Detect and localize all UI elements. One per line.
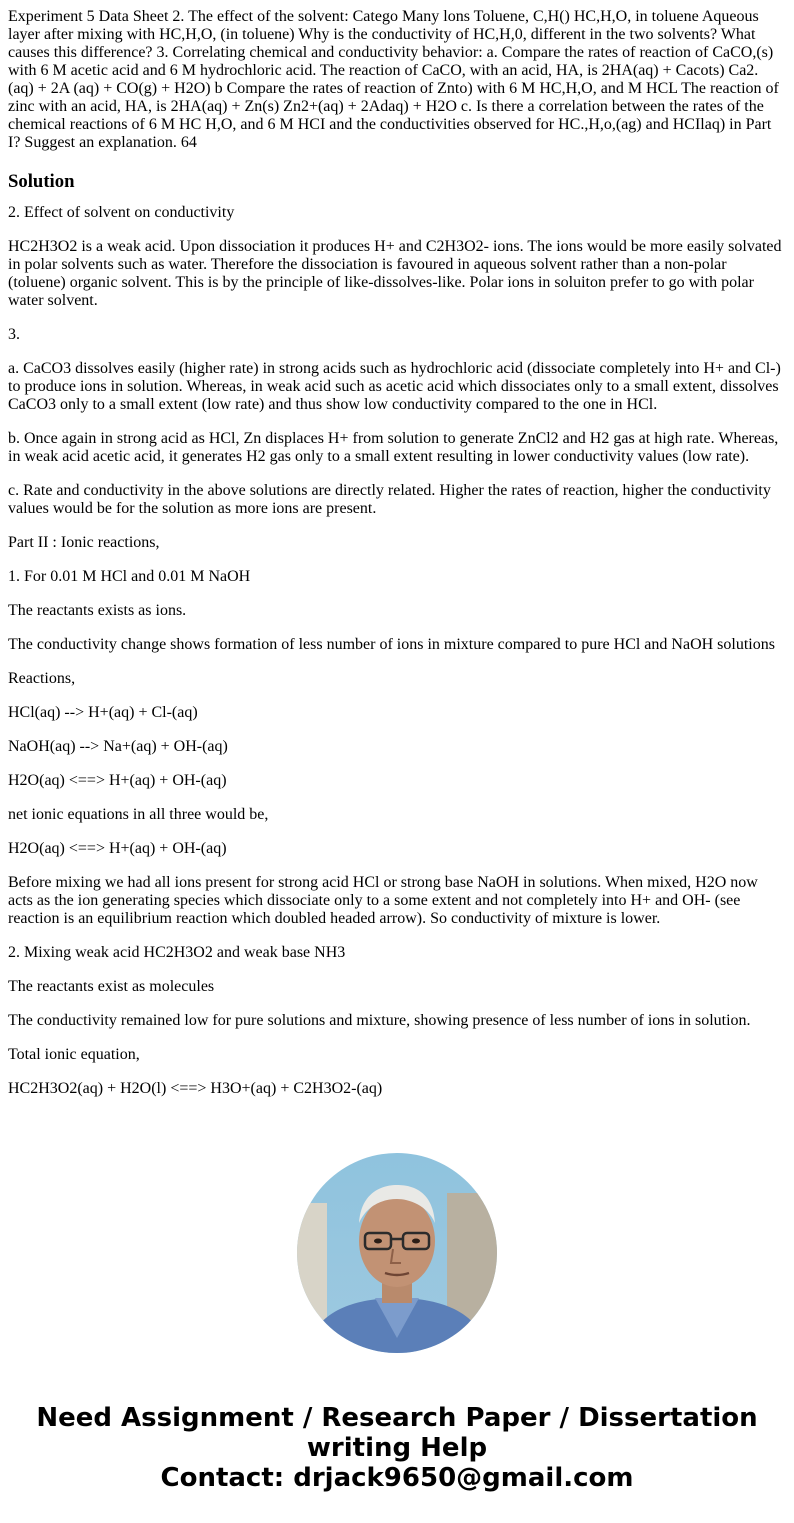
footer-line: Need Assignment / Research Paper / Dissertation — [36, 1403, 758, 1433]
paragraph: c. Rate and conductivity in the above solutions are directly related. Higher the rates of reaction, higher the conductivity values would be for the solution as more ions are present. — [8, 482, 771, 517]
footer-line: writing Help — [306, 1433, 488, 1463]
paragraph: b. Once again in strong acid as HCl, Zn displaces H+ from solution to generate ZnCl2 and H2 gas at high rate. Whereas, in weak acid acetic acid, it generates H2 gas only to a small extent resulting in lower conductivity values (low rate). — [8, 430, 779, 465]
paragraph: a. CaCO3 dissolves easily (higher rate) in strong acids such as hydrochloric acid (dissociate completely into H+ and Cl-) to produce ions in solution. Whereas, in weak acid such as acetic acid which dissociates only to a small extent, dissolves CaCO3 only to a small extent (low rate) and thus show low conductivity compared to the one in HCl. — [8, 360, 781, 413]
question-text: Experiment 5 Data Sheet 2. The effect of the solvent: Catego Many lons Toluene, C,H() HC,H,O, in toluene Aqueous layer after mixing with HC,H,O, (in toluene) Why is the conductivity of HC,H,0, different in the two solvents? What causes this difference? 3. Correlating chemical and conductivity behavior: a. Compare the rates of reaction of CaCO,(s) with 6 M acetic acid and 6 M hydrochloric acid. The reaction of CaCO, with an acid, HA, is 2HA(aq) + Cacots) Ca2.(aq) + 2A (aq) + CO(g) + H2O) b Compare the rates of reaction of Znto) with 6 M HC,H,O, and M HCL The reaction of zinc with an acid, HA, is 2HA(aq) + Zn(s) Zn2+(aq) + 2Adaq) + H2O c. Is there a correlation between the rates of the chemical reactions of 6 M HC H,O, and 6 M HCI and the conductivities observed for HC.,H,o,(ag) and HCIlaq) in Part I? Suggest an explanation. 64 — [8, 8, 779, 151]
paragraph: 1. For 0.01 M HCl and 0.01 M NaOH — [8, 568, 251, 585]
equation: H2O(aq) <==> H+(aq) + OH-(aq) — [8, 840, 227, 857]
document-body — [8, 8, 784, 1114]
paragraph: Total ionic equation, — [8, 1046, 140, 1063]
equation: HCl(aq) --> H+(aq) + Cl-(aq) — [8, 704, 198, 721]
author-avatar — [297, 1153, 497, 1353]
paragraph: 3. — [8, 326, 20, 343]
equation: H2O(aq) <==> H+(aq) + OH-(aq) — [8, 772, 227, 789]
equation: NaOH(aq) --> Na+(aq) + OH-(aq) — [8, 738, 228, 755]
paragraph: The conductivity change shows formation of less number of ions in mixture compared to pure HCl and NaOH solutions — [8, 636, 775, 653]
paragraph: The conductivity remained low for pure solutions and mixture, showing presence of less number of ions in solution. — [8, 1012, 751, 1029]
author-photo — [297, 1153, 497, 1353]
paragraph: The reactants exists as ions. — [8, 602, 187, 619]
paragraph: Part II : Ionic reactions, — [8, 534, 160, 551]
footer-contact: Contact: drjack9650@gmail.com — [160, 1463, 634, 1493]
solution-heading: Solution — [8, 171, 75, 192]
equation: HC2H3O2(aq) + H2O(l) <==> H3O+(aq) + C2H3O2-(aq) — [8, 1080, 383, 1097]
paragraph: The reactants exist as molecules — [8, 978, 215, 995]
paragraph: 2. Effect of solvent on conductivity — [8, 204, 235, 221]
paragraph: Reactions, — [8, 670, 76, 687]
paragraph: Before mixing we had all ions present for strong acid HCl or strong base NaOH in solutions. When mixed, H2O now acts as the ion generating species which dissociate only to a some extent and not completely into H+ and OH- (see reaction is an equilibrium reaction which doubled headed arrow). So conductivity of mixture is lower. — [8, 874, 758, 927]
paragraph: HC2H3O2 is a weak acid. Upon dissociation it produces H+ and C2H3O2- ions. The ions would be more easily solvated in polar solvents such as water. Therefore the dissociation is favoured in aqueous solvent rather than a non-polar (toluene) organic solvent. This is by the principle of like-dissolves-like. Polar ions in soluiton prefer to go with polar water solvent. — [8, 238, 782, 309]
footer-banner — [0, 1403, 794, 1493]
paragraph: net ionic equations in all three would be, — [8, 806, 269, 823]
paragraph: 2. Mixing weak acid HC2H3O2 and weak base NH3 — [8, 944, 346, 961]
